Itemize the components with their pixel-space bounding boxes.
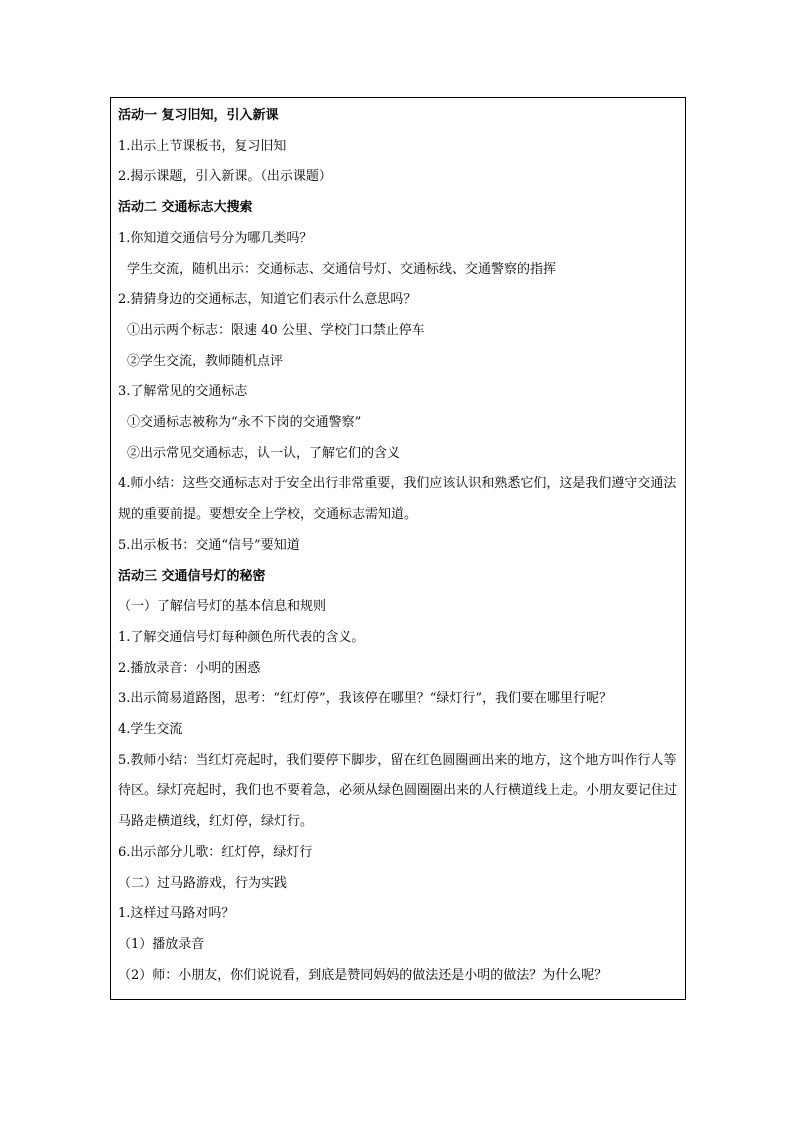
text-line: 5.出示板书：交通“信号”要知道 [118, 537, 300, 553]
text-line: 2.揭示课题，引入新课。（出示课题） [118, 169, 332, 185]
text-line: （二）过马路游戏，行为实践 [118, 875, 288, 891]
text-line: 1.了解交通信号灯每种颜色所代表的含义。 [118, 629, 365, 645]
text-line: 2.播放录音：小明的困惑 [118, 660, 261, 676]
text-line: 2.猜猜身边的交通标志，知道它们表示什么意思吗？ [118, 292, 417, 308]
text-line: 6.出示部分儿歌：红灯停，绿灯行 [118, 844, 313, 860]
lesson-plan-table-cell [110, 97, 686, 1000]
text-line: 4.师小结：这些交通标志对于安全出行非常重要，我们应该认识和熟悉它们，这是我们遵守交通法规的重要前提。要想安全上学校，交通标志需知道。 [118, 476, 677, 523]
text-line: ①出示两个标志：限速 40 公里、学校门口禁止停车 [127, 322, 425, 338]
text-line: ②学生交流，教师随机点评 [127, 353, 284, 369]
text-line: 3.了解常见的交通标志 [118, 384, 248, 400]
text-line: （2）师：小朋友，你们说说看，到底是赞同妈妈的做法还是小明的做法？为什么呢？ [118, 967, 608, 983]
section-heading: 活动一 复习旧知，引入新课 [118, 108, 279, 123]
text-line: 1.这样过马路对吗？ [118, 906, 235, 922]
text-line: 4.学生交流 [118, 722, 183, 738]
text-line: 1.出示上节课板书，复习旧知 [118, 138, 287, 154]
text-line: 1.你知道交通信号分为哪几类吗？ [118, 230, 313, 246]
text-line: ①交通标志被称为“永不下岗的交通警察” [127, 415, 362, 431]
text-line: 5.教师小结：当红灯亮起时，我们要停下脚步，留在红色圆圈画出来的地方，这个地方叫作行人等待区。绿灯亮起时，我们也不要着急，必须从绿色圆圈圈出来的人行横道线上走。小朋友要记住过马路走横道线，红灯停，绿灯行。 [118, 752, 678, 830]
section-heading: 活动三 交通信号灯的秘密 [118, 568, 266, 584]
text-line: 3.出示简易道路图，思考：“红灯停”，我该停在哪里？“绿灯行”，我们要在哪里行呢？ [118, 691, 612, 707]
text-line: （一）了解信号灯的基本信息和规则 [118, 599, 327, 615]
text-line: 学生交流，随机出示：交通标志、交通信号灯、交通标线、交通警察的指挥 [127, 261, 557, 277]
section-heading: 活动二 交通标志大搜索 [118, 200, 253, 216]
text-line: ②出示常见交通标志，认一认，了解它们的含义 [127, 445, 401, 461]
text-line: （1）播放录音 [118, 936, 205, 952]
